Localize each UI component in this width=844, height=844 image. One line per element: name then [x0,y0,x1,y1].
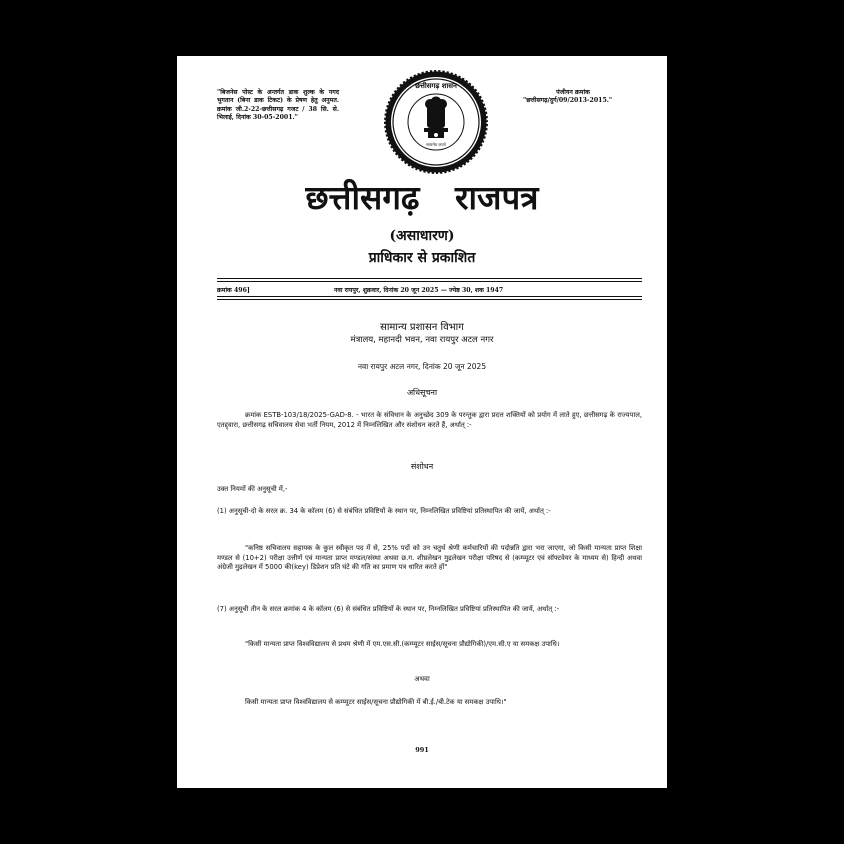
amendment-heading: संशोधन [410,462,434,471]
registration-note [523,89,643,106]
paragraph-quote-3: किसी मान्यता प्राप्त विश्वविद्यालय से कम्प्यूटर साईस/सूचना प्रौद्योगिकी में बी.ई./बी.टेक या समकक्ष उपाधि।" [245,698,507,706]
issue-date: नवा रायपुर, शुक्रवार, दिनांक 20 जून 2025 — ज्येष्ठ 30, शक 1947 [334,287,504,294]
gazette-extraordinary: (असाधारण) [389,228,455,244]
department-address: मंत्रालय, महानदी भवन, नवा रायपुर अटल नगर [350,335,494,345]
postal-note: "बिजनेस पोस्ट के अन्तर्गत डाक शुल्क के नगद भुगतान (बिना डाक टिकट) के प्रेषण हेतु अनुमत. क्रमांक जी.2-22-छत्तीसगढ़ गजट / 38 सि. से. भिलाई, दिनांक 30-05-2001." [217,89,339,121]
top-rule [217,278,642,279]
registration-label: पंजीयन क्रमांक [556,89,590,96]
or-heading: अथवा [414,675,430,683]
gazette-page [177,56,667,788]
top-rule-2 [217,281,642,282]
department-name: सामान्य प्रशासन विभाग [380,322,464,333]
registration-number: "छत्तीसगढ़/दुर्ग/09/2013-2015." [523,97,613,105]
seal-text: छत्तीसगढ़ शासन [415,82,457,90]
paragraph-preamble: क्रमांक ESTB-103/18/2025-GAD-8. - भारत के संविधान के अनुच्छेद 309 के परन्तुक द्वारा प्रदत्त शक्तियों को प्रयोग में लाते हुए, छत्तीसगढ़ के राज्यपाल, एतद्द्वारा, छत्तीसगढ़ सचिवालय सेवा भर्ती नियम, 2012 में निम्नलिखित और संशोधन करते हैं, अर्थात् :- [217,411,642,429]
place-date: नवा रायपुर अटल नगर, दिनांक 20 जून 2025 [357,362,487,371]
paragraph-item-7: (7) अनुसूची तीन के सरल क्रमांक 4 के कॉलम (6) से संबंधित प्रविष्टियों के स्थान पर, निम्नलिखित प्रविष्टियां प्रतिस्थापित की जायें, अर्थात् :- [217,605,560,613]
paragraph-quote-2: "किसी मान्यता प्राप्त विश्वविद्यालय से प्रथम श्रेणी में एम.एस.सी.(कम्प्यूटर साईस/सूचना प्रौद्योगिकी)/एम.सी.ए या समकक्ष उपाधि। [245,640,560,648]
bottom-rule-2 [217,299,642,300]
bottom-rule [217,296,642,297]
paragraph-schedule: उक्त नियमों की अनुसूची में,- [217,485,288,493]
government-seal-icon [382,68,490,176]
paragraph-item-1: (1) अनुसूची-दो के सरल क्र. 34 के कॉलम (6) से संबंधित प्रविष्टियों के स्थान पर, निम्नलिखित प्रविष्टियां प्रतिस्थापित की जायें, अर्थात् :- [217,507,551,515]
svg-text:सत्यमेव जयते: सत्यमेव जयते [426,142,446,147]
gazette-title: छत्तीसगढ़ राजपत्र [305,178,539,217]
notification-heading: अधिसूचना [406,388,438,397]
paragraph-quote-1: "कनिष्ठ सचिवालय सहायक के कुल स्वीकृत पद में से, 25% पदों को उन चतुर्थ श्रेणी कर्मचारियों की पदोन्नति द्वारा भरा जाएगा, जो किसी मान्यता प्राप्त शिक्षा मण्डल से (10+2) परीक्षा उत्तीर्ण एवं मान्यता प्राप्त मण्डल/संस्था अथवा छ.ग. शीघ्रलेखन मुद्रलेखन परीक्षा परिषद से (कम्प्यूटर एवं सॉफ्टवेयर के माध्यम से) हिन्दी अथवा अंग्रेजी मुद्रलेखन में 5000 की(key) डिप्रेशन प्रति घंटे की गति का प्रमाण पत्र धारित करते हों" [217,544,642,572]
issue-number: क्रमांक 496] [217,287,250,294]
page-number: 991 [415,746,429,754]
gazette-authority: प्राधिकार से प्रकाशित [368,250,476,266]
